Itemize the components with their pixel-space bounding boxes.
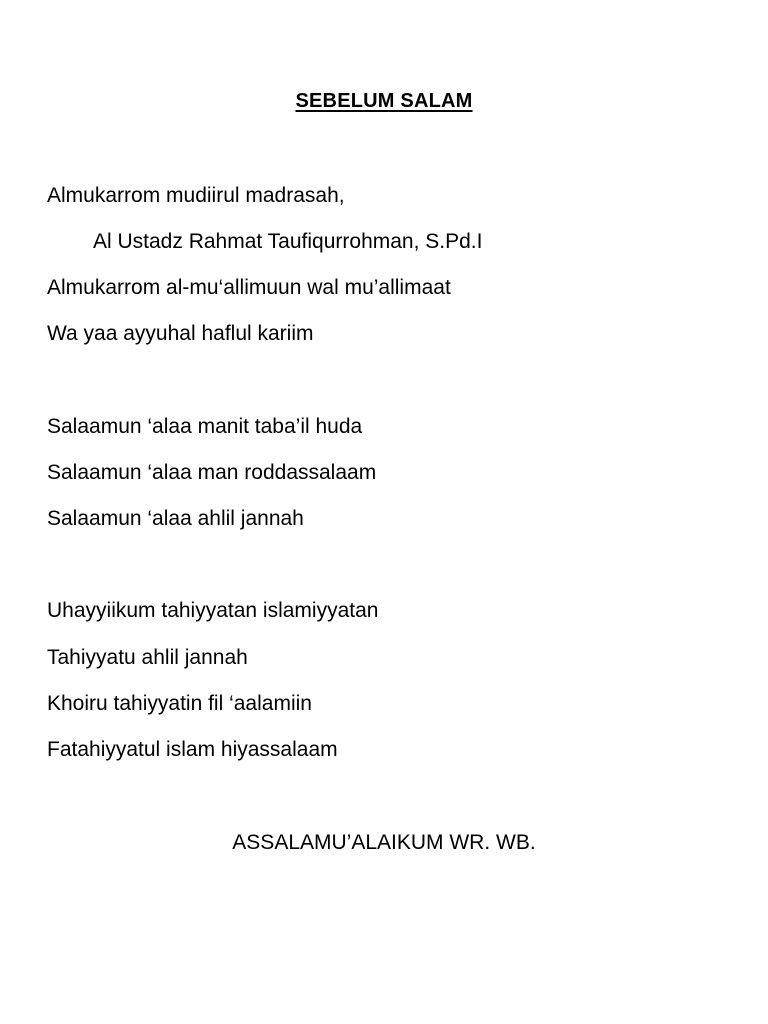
greeting-line-1: Almukarrom mudiirul madrasah, [47, 184, 345, 207]
tahiyyat-line-4: Fatahiyyatul islam hiyassalaam [47, 738, 338, 761]
document-title: SEBELUM SALAM [295, 90, 473, 112]
salaamun-line-1: Salaamun ‘alaa manit taba’il huda [47, 415, 363, 438]
tahiyyat-line-3: Khoiru tahiyyatin fil ‘aalamiin [47, 692, 312, 715]
tahiyyat-line-1: Uhayyiikum tahiyyatan islamiyyatan [47, 599, 379, 622]
salaamun-line-3: Salaamun ‘alaa ahlil jannah [47, 507, 304, 530]
greeting-line-4: Wa yaa ayyuhal haflul kariim [47, 322, 314, 345]
tahiyyat-line-2: Tahiyyatu ahlil jannah [47, 646, 248, 669]
greeting-line-3: Almukarrom al-mu‘allimuun wal mu’allimaat [47, 276, 451, 299]
greeting-line-2: Al Ustadz Rahmat Taufiqurrohman, S.Pd.I [93, 230, 483, 253]
salaamun-line-2: Salaamun ‘alaa man roddassalaam [47, 461, 377, 484]
closing-salutation: ASSALAMU’ALAIKUM WR. WB. [232, 831, 536, 854]
